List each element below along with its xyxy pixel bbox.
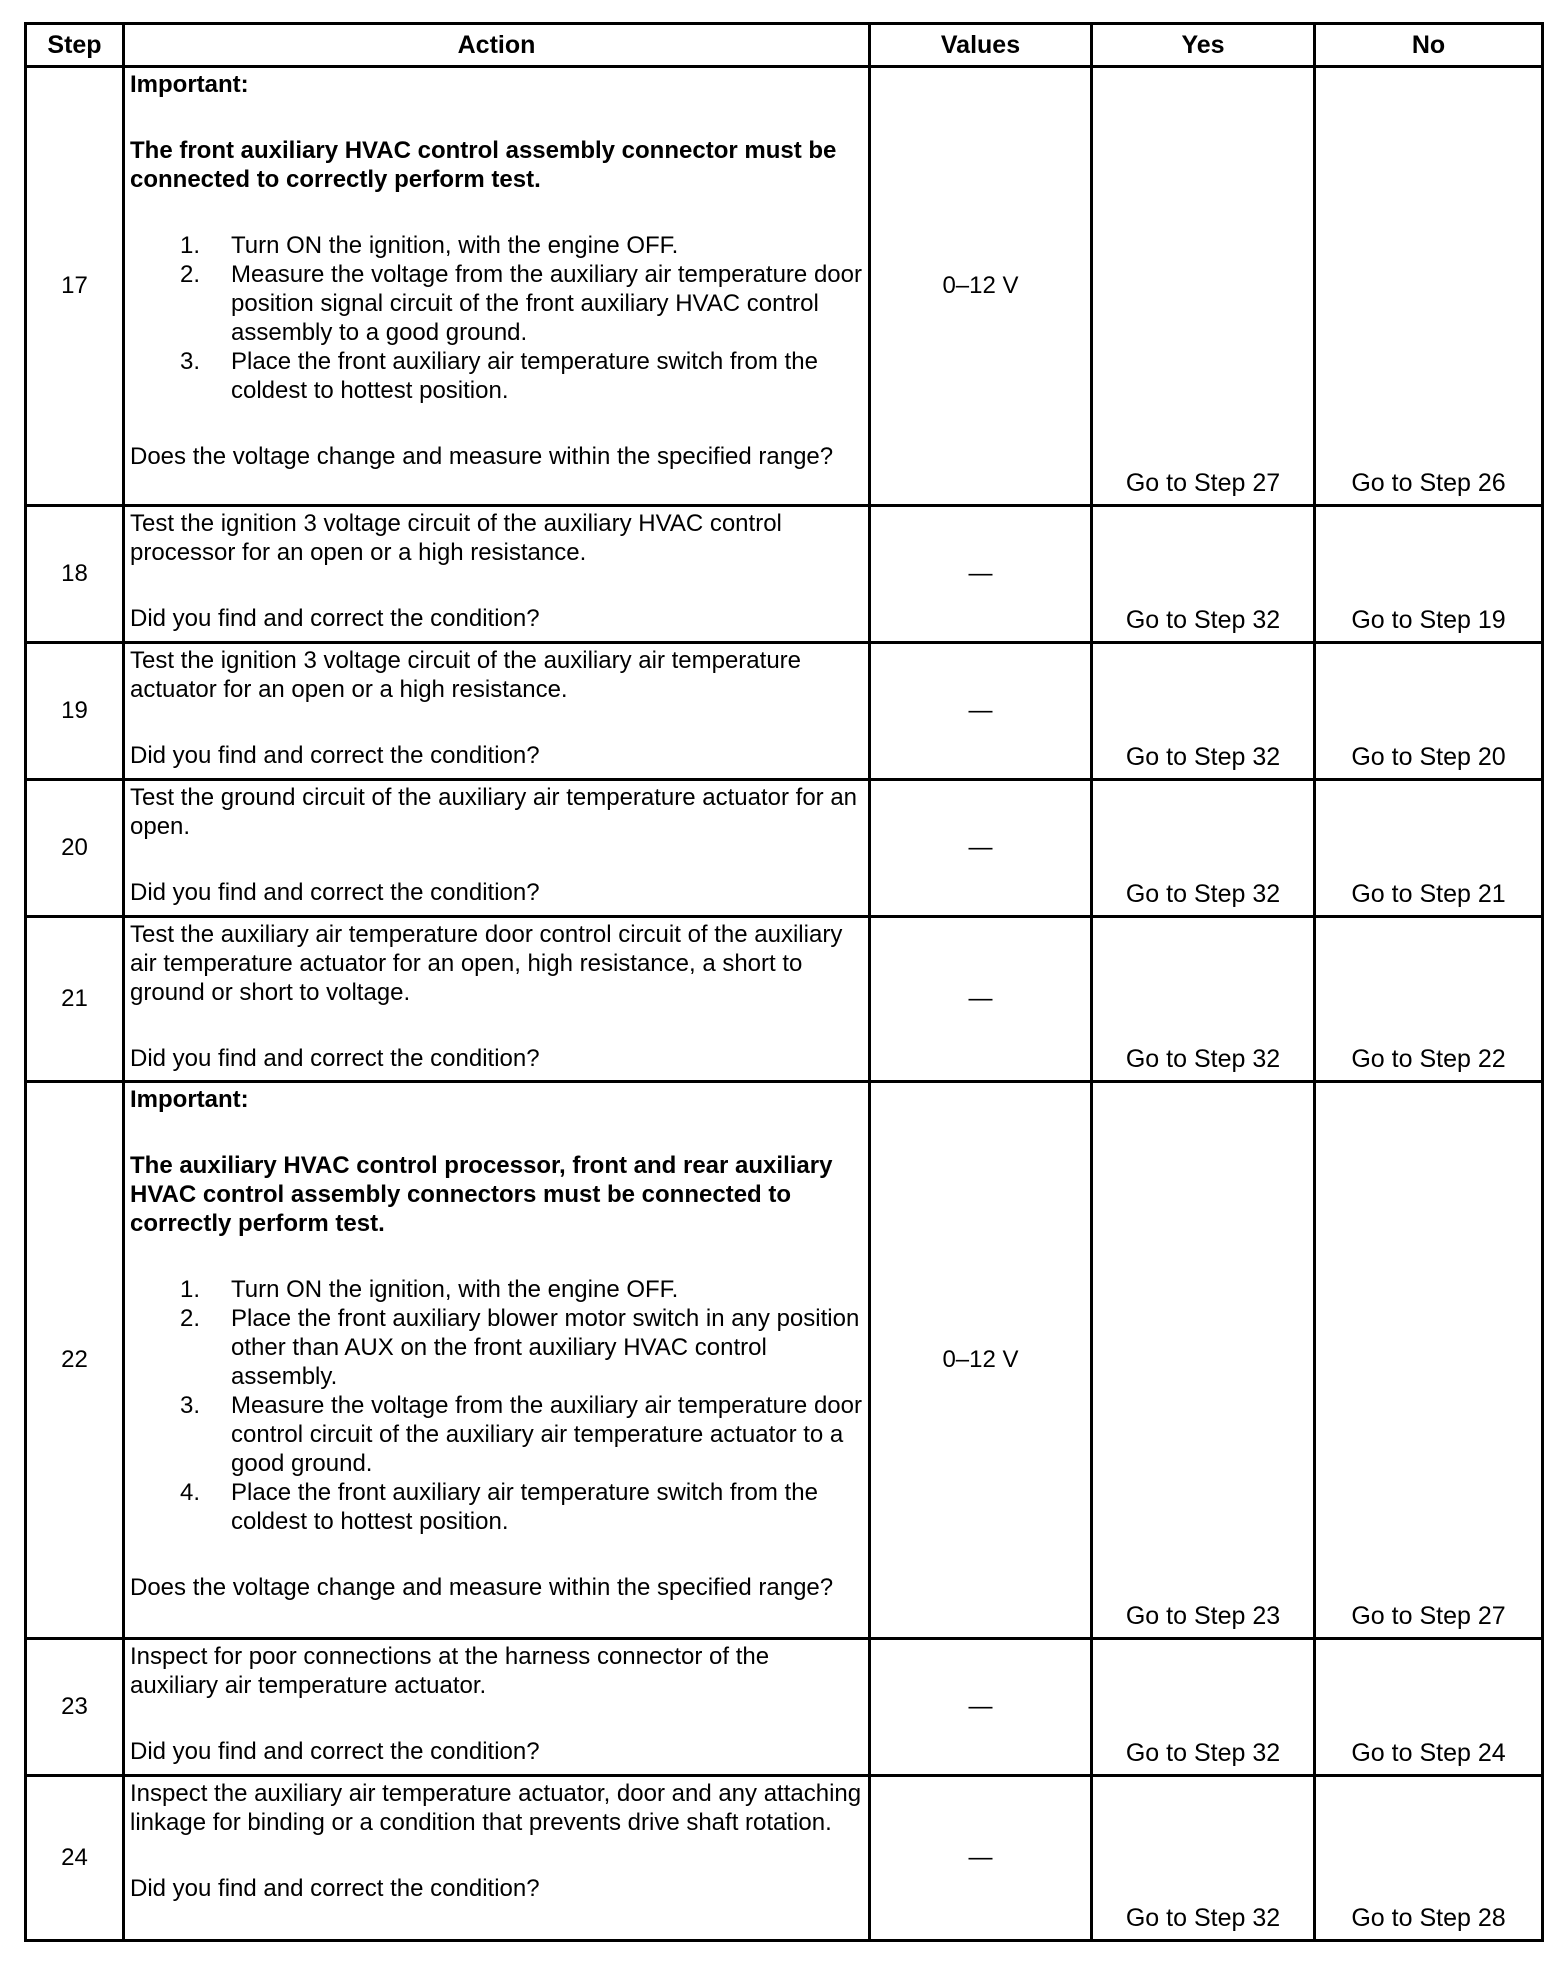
important-text: The front auxiliary HVAC control assembly connector must be connected to correctly perform test. xyxy=(130,137,837,193)
action-cell xyxy=(124,643,870,780)
table-body xyxy=(26,67,1543,1941)
value-cell: — xyxy=(870,506,1092,643)
action-text: Test the auxiliary air temperature door control circuit of the auxiliary air temperature actuator for an open, high resistance, a short to ground or short to voltage. xyxy=(130,921,843,1006)
no-result: Go to Step 26 xyxy=(1315,67,1543,506)
yes-result: Go to Step 32 xyxy=(1092,643,1315,780)
value-cell: — xyxy=(870,780,1092,917)
step-index: 1. xyxy=(180,1276,201,1303)
action-text: Inspect for poor connections at the harness connector of the auxiliary air temperature actuator. xyxy=(130,1643,770,1699)
yes-result: Go to Step 27 xyxy=(1092,67,1315,506)
table-row xyxy=(26,67,1543,506)
step-number: 18 xyxy=(26,506,124,643)
question-text: Did you find and correct the condition? xyxy=(130,879,540,906)
table-row xyxy=(26,1082,1543,1639)
yes-result: Go to Step 32 xyxy=(1092,506,1315,643)
procedure-step xyxy=(130,260,862,347)
question-text: Did you find and correct the condition? xyxy=(130,605,540,632)
procedure-step xyxy=(130,1304,862,1391)
table-row xyxy=(26,917,1543,1082)
question-text: Does the voltage change and measure within the specified range? xyxy=(130,1574,834,1601)
yes-result: Go to Step 23 xyxy=(1092,1082,1315,1639)
header-no: No xyxy=(1315,24,1543,67)
procedure-steps xyxy=(130,231,862,405)
table-row xyxy=(26,506,1543,643)
step-number: 21 xyxy=(26,917,124,1082)
no-result: Go to Step 21 xyxy=(1315,780,1543,917)
table-row xyxy=(26,780,1543,917)
value-cell: — xyxy=(870,917,1092,1082)
table-row xyxy=(26,1639,1543,1776)
value-cell: — xyxy=(870,643,1092,780)
procedure-step xyxy=(130,231,862,260)
question-text: Did you find and correct the condition? xyxy=(130,1045,540,1072)
procedure-step-text: Place the front auxiliary blower motor switch in any position other than AUX on the front auxiliary HVAC control assembly. xyxy=(231,1305,860,1390)
procedure-step-text: Place the front auxiliary air temperature switch from the coldest to hottest position. xyxy=(231,348,818,404)
no-result: Go to Step 19 xyxy=(1315,506,1543,643)
value-cell: — xyxy=(870,1776,1092,1941)
question-text: Does the voltage change and measure within the specified range? xyxy=(130,443,834,470)
yes-result: Go to Step 32 xyxy=(1092,1776,1315,1941)
step-index: 3. xyxy=(180,1392,201,1419)
action-cell xyxy=(124,1776,870,1941)
procedure-step xyxy=(130,1275,862,1304)
step-index: 2. xyxy=(180,261,201,288)
step-number: 17 xyxy=(26,67,124,506)
question-text: Did you find and correct the condition? xyxy=(130,742,540,769)
no-result: Go to Step 20 xyxy=(1315,643,1543,780)
action-text: Inspect the auxiliary air temperature actuator, door and any attaching linkage for binding or a condition that prevents drive shaft rotation. xyxy=(130,1780,862,1836)
value-cell: 0–12 V xyxy=(870,1082,1092,1639)
table-row xyxy=(26,643,1543,780)
yes-result: Go to Step 32 xyxy=(1092,1639,1315,1776)
value-cell: 0–12 V xyxy=(870,67,1092,506)
header-action: Action xyxy=(124,24,870,67)
action-cell xyxy=(124,1082,870,1639)
step-index: 1. xyxy=(180,232,201,259)
no-result: Go to Step 24 xyxy=(1315,1639,1543,1776)
action-cell xyxy=(124,917,870,1082)
question-text: Did you find and correct the condition? xyxy=(130,1875,540,1902)
header-step: Step xyxy=(26,24,124,67)
yes-result: Go to Step 32 xyxy=(1092,917,1315,1082)
header-yes: Yes xyxy=(1092,24,1315,67)
step-number: 20 xyxy=(26,780,124,917)
step-index: 2. xyxy=(180,1305,201,1332)
action-cell xyxy=(124,506,870,643)
important-label: Important: xyxy=(130,1086,249,1113)
important-label: Important: xyxy=(130,71,249,98)
no-result: Go to Step 27 xyxy=(1315,1082,1543,1639)
value-cell: — xyxy=(870,1639,1092,1776)
question-text: Did you find and correct the condition? xyxy=(130,1738,540,1765)
no-result: Go to Step 22 xyxy=(1315,917,1543,1082)
action-text: Test the ground circuit of the auxiliary air temperature actuator for an open. xyxy=(130,784,858,840)
procedure-step-text: Measure the voltage from the auxiliary air temperature door position signal circuit of the front auxiliary HVAC control assembly to a good ground. xyxy=(231,261,862,346)
step-number: 22 xyxy=(26,1082,124,1639)
procedure-step xyxy=(130,1391,862,1478)
header-row xyxy=(26,24,1543,67)
step-number: 24 xyxy=(26,1776,124,1941)
action-text: Test the ignition 3 voltage circuit of the auxiliary HVAC control processor for an open or a high resistance. xyxy=(130,510,782,566)
important-text: The auxiliary HVAC control processor, front and rear auxiliary HVAC control assembly connectors must be connected to correctly perform test. xyxy=(130,1152,833,1237)
action-cell xyxy=(124,780,870,917)
procedure-step-text: Place the front auxiliary air temperature switch from the coldest to hottest position. xyxy=(231,1479,818,1535)
procedure-step xyxy=(130,347,862,405)
action-cell xyxy=(124,67,870,506)
table-row xyxy=(26,1776,1543,1941)
procedure-steps xyxy=(130,1275,862,1536)
procedure-step-text: Measure the voltage from the auxiliary air temperature door control circuit of the auxiliary air temperature actuator to a good ground. xyxy=(231,1392,862,1477)
yes-result: Go to Step 32 xyxy=(1092,780,1315,917)
step-number: 23 xyxy=(26,1639,124,1776)
step-index: 4. xyxy=(180,1479,201,1506)
procedure-step-text: Turn ON the ignition, with the engine OFF. xyxy=(231,1276,679,1303)
diagnostic-table xyxy=(24,22,1544,1942)
no-result: Go to Step 28 xyxy=(1315,1776,1543,1941)
header-values: Values xyxy=(870,24,1092,67)
procedure-step xyxy=(130,1478,862,1536)
step-number: 19 xyxy=(26,643,124,780)
action-text: Test the ignition 3 voltage circuit of the auxiliary air temperature actuator for an open or a high resistance. xyxy=(130,647,802,703)
action-cell xyxy=(124,1639,870,1776)
procedure-step-text: Turn ON the ignition, with the engine OFF. xyxy=(231,232,679,259)
step-index: 3. xyxy=(180,348,201,375)
